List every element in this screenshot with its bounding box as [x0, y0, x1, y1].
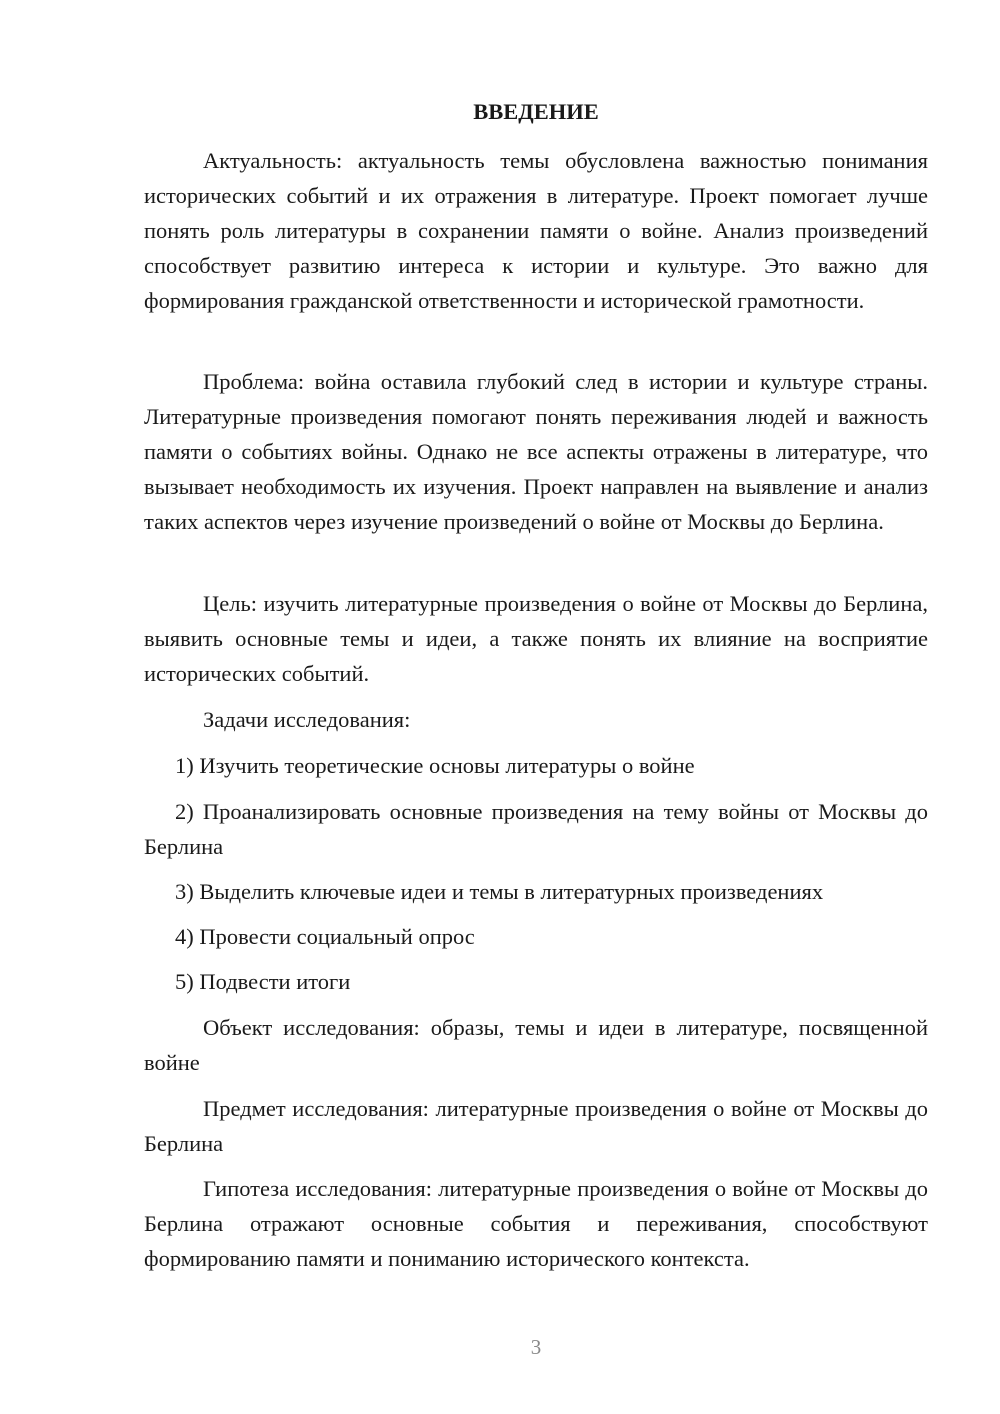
task-item-4: 4) Провести социальный опрос: [175, 924, 475, 949]
goal-paragraph: Цель: изучить литературные произведения о войне от Москвы до Берлина, выявить основные темы и идеи, а также понять их влияние на восприятие исторических событий.: [144, 591, 928, 686]
subject-paragraph: Предмет исследования: литературные произведения о войне от Москвы до Берлина: [144, 1096, 928, 1156]
section-heading: ВВЕДЕНИЕ: [473, 99, 599, 124]
tasks-heading: Задачи исследования:: [203, 707, 411, 732]
task-item-2: 2) Проанализировать основные произведения на тему войны от Москвы до Берлина: [144, 799, 928, 859]
task-item-5: 5) Подвести итоги: [175, 969, 351, 994]
object-paragraph: Объект исследования: образы, темы и идеи в литературе, посвященной войне: [144, 1015, 928, 1075]
hypothesis-paragraph: Гипотеза исследования: литературные произведения о войне от Москвы до Берлина отражают основные события и переживания, способствуют формированию памяти и пониманию исторического контекста.: [144, 1176, 928, 1271]
page-number: 3: [530, 1335, 542, 1359]
problem-paragraph: Проблема: война оставила глубокий след в истории и культуре страны. Литературные произведения помогают понять переживания людей и важность памяти о событиях войны. Однако не все аспекты отражены в литературе, что вызывает необходимость их изучения. Проект направлен на выявление и анализ таких аспектов через изучение произведений о войне от Москвы до Берлина.: [144, 369, 928, 534]
task-item-3: 3) Выделить ключевые идеи и темы в литературных произведениях: [175, 879, 824, 904]
relevance-paragraph: Актуальность: актуальность темы обусловлена важностью понимания исторических событий и их отражения в литературе. Проект помогает лучше понять роль литературы в сохранении памяти о войне. Анализ произведений способствует развитию интереса к истории и культуре. Это важно для формирования гражданской ответственности и исторической грамотности.: [144, 148, 928, 313]
task-item-1: 1) Изучить теоретические основы литературы о войне: [175, 753, 695, 778]
